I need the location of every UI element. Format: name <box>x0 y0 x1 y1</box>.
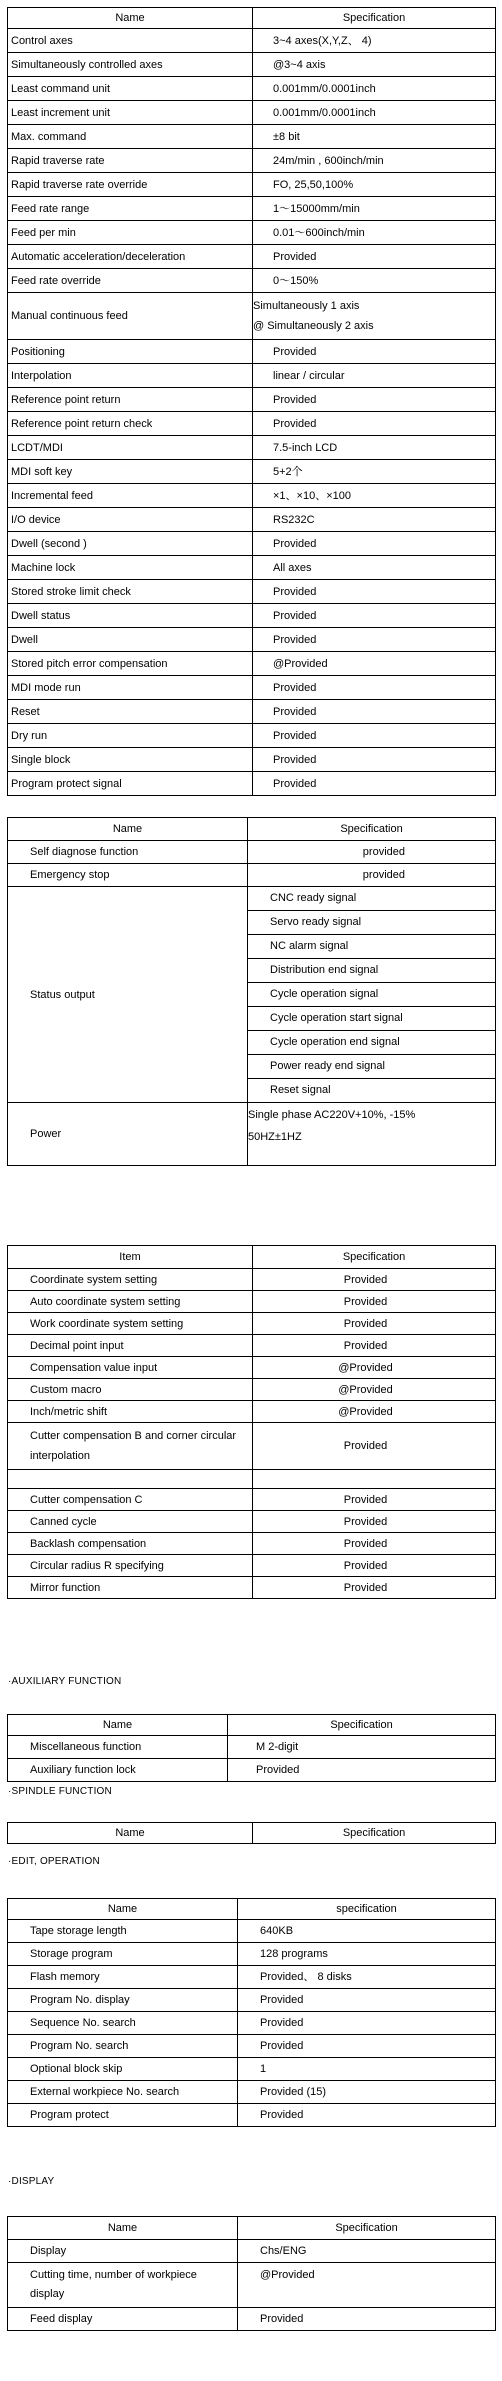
row-name <box>8 1470 253 1489</box>
table-row <box>8 580 496 604</box>
row-name: Program protect <box>8 2104 238 2127</box>
row-spec: Provided <box>253 532 496 556</box>
table-row <box>8 1920 496 1943</box>
row-spec: 5+2个 <box>253 460 496 484</box>
row-name: Auxiliary function lock <box>8 1759 228 1782</box>
row-spec: M 2-digit <box>228 1736 496 1759</box>
section-spindle-function: ·SPINDLE FUNCTION <box>8 1786 112 1797</box>
signal-spec-table <box>7 817 496 1166</box>
row-spec: Provided <box>253 1511 496 1533</box>
row-name: Backlash compensation <box>8 1533 253 1555</box>
header-name: Name <box>8 1899 238 1920</box>
row-spec: Provided <box>253 1313 496 1335</box>
status-signal-item: Power ready end signal <box>248 1055 495 1079</box>
table-row <box>8 269 496 293</box>
row-name: LCDT/MDI <box>8 436 253 460</box>
row-name: Single block <box>8 748 253 772</box>
power-name: Power <box>8 1103 248 1166</box>
table-row <box>8 484 496 508</box>
table-row <box>8 1555 496 1577</box>
row-name: Program protect signal <box>8 772 253 796</box>
status-signal-item: Reset signal <box>270 1084 331 1096</box>
table-row <box>8 364 496 388</box>
table-row <box>8 221 496 245</box>
row-spec: Provided (15) <box>238 2081 496 2104</box>
row-name: Compensation value input <box>8 1357 253 1379</box>
table-row <box>8 628 496 652</box>
table-row <box>8 556 496 580</box>
row-spec: Provided <box>253 412 496 436</box>
display-table <box>7 2216 496 2331</box>
status-signal-item: Distribution end signal <box>248 959 495 983</box>
table-row <box>8 1291 496 1313</box>
row-spec: 24m/min , 600inch/min <box>253 149 496 173</box>
row-spec <box>253 293 496 340</box>
table-row <box>8 1379 496 1401</box>
row-name: Custom macro <box>8 1379 253 1401</box>
row-spec: @Provided <box>253 1357 496 1379</box>
table-row <box>8 676 496 700</box>
row-spec: 1 <box>238 2058 496 2081</box>
row-spec: 0.001mm/0.0001inch <box>253 101 496 125</box>
status-signal-item: Cycle operation start signal <box>248 1007 495 1031</box>
table-row <box>8 1470 496 1489</box>
row-name: Stored stroke limit check <box>8 580 253 604</box>
row-name: Cutting time, number of workpiece display <box>8 2263 238 2308</box>
table-row <box>8 841 496 864</box>
row-spec: Provided <box>253 245 496 269</box>
table-header <box>8 1823 496 1844</box>
row-name: Cutter compensation B and corner circular interpolation <box>8 1423 253 1470</box>
section-auxiliary-function: ·AUXILIARY FUNCTION <box>8 1676 122 1687</box>
table-row <box>8 508 496 532</box>
status-signal-item: CNC ready signal <box>248 887 495 911</box>
auxiliary-function-table <box>7 1714 496 1782</box>
power-spec-line: Single phase AC220V+10%, -15% <box>248 1109 416 1121</box>
row-spec: RS232C <box>253 508 496 532</box>
header-spec: Specification <box>253 1823 496 1844</box>
row-name: Reference point return <box>8 388 253 412</box>
row-name: Max. command <box>8 125 253 149</box>
row-name: Tape storage length <box>8 1920 238 1943</box>
section-display: ·DISPLAY <box>8 2176 55 2187</box>
table-row <box>8 197 496 221</box>
row-spec: Chs/ENG <box>238 2240 496 2263</box>
row-spec: Provided <box>253 1577 496 1599</box>
row-spec: 0.001mm/0.0001inch <box>253 77 496 101</box>
row-spec: @Provided <box>253 1379 496 1401</box>
table-row <box>8 724 496 748</box>
table-row <box>8 2240 496 2263</box>
row-spec: Provided <box>253 676 496 700</box>
row-spec: @Provided <box>253 652 496 676</box>
header-spec: Specification <box>253 1246 496 1269</box>
table-row <box>8 412 496 436</box>
header-spec: Specification <box>248 818 496 841</box>
row-spec: Provided <box>253 628 496 652</box>
table-row <box>8 293 496 340</box>
table-row <box>8 460 496 484</box>
row-name: Work coordinate system setting <box>8 1313 253 1335</box>
edit-operation-table <box>7 1898 496 2127</box>
row-name: Control axes <box>8 29 253 53</box>
row-spec: Provided <box>253 388 496 412</box>
status-signal-item: NC alarm signal <box>248 935 495 959</box>
row-name: Feed rate range <box>8 197 253 221</box>
row-name: Machine lock <box>8 556 253 580</box>
row-spec: 0～150% <box>253 269 496 293</box>
row-spec: ±8 bit <box>253 125 496 149</box>
row-spec: Provided <box>253 1555 496 1577</box>
row-spec: Provided <box>253 1423 496 1470</box>
table-row <box>8 1736 496 1759</box>
row-name: Rapid traverse rate override <box>8 173 253 197</box>
table-row <box>8 340 496 364</box>
row-name: Feed display <box>8 2308 238 2331</box>
row-name: I/O device <box>8 508 253 532</box>
row-name: Self diagnose function <box>8 841 248 864</box>
row-name: Emergency stop <box>8 864 248 887</box>
row-name: Stored pitch error compensation <box>8 652 253 676</box>
row-name: Program No. display <box>8 1989 238 2012</box>
header-name: Name <box>8 8 253 29</box>
function-spec-table <box>7 1245 496 1599</box>
table-row <box>8 1423 496 1470</box>
row-spec: Provided <box>253 724 496 748</box>
table-row <box>8 864 496 887</box>
header-name: Name <box>8 1823 253 1844</box>
table-row <box>8 1269 496 1291</box>
table-row <box>8 436 496 460</box>
row-name: Incremental feed <box>8 484 253 508</box>
row-name: Automatic acceleration/deceleration <box>8 245 253 269</box>
row-name: Least command unit <box>8 77 253 101</box>
table-header <box>8 2217 496 2240</box>
row-name: Canned cycle <box>8 1511 253 1533</box>
table-row <box>8 652 496 676</box>
row-spec: @Provided <box>253 1401 496 1423</box>
table-row <box>8 125 496 149</box>
row-name: Dry run <box>8 724 253 748</box>
row-spec <box>253 1470 496 1489</box>
table-row <box>8 29 496 53</box>
table-row <box>8 772 496 796</box>
row-name: Feed rate override <box>8 269 253 293</box>
table-row <box>8 1943 496 1966</box>
row-spec: Provided <box>238 2012 496 2035</box>
table-row <box>8 1577 496 1599</box>
table-header <box>8 8 496 29</box>
header-spec: specification <box>238 1899 496 1920</box>
section-edit-operation: ·EDIT, OPERATION <box>8 1856 100 1867</box>
table-header <box>8 1899 496 1920</box>
row-name: Dwell <box>8 628 253 652</box>
row-name: Positioning <box>8 340 253 364</box>
status-signal-item: Cycle operation end signal <box>248 1031 495 1055</box>
row-name: Auto coordinate system setting <box>8 1291 253 1313</box>
row-name: Circular radius R specifying <box>8 1555 253 1577</box>
row-spec: Provided <box>253 604 496 628</box>
row-name: Sequence No. search <box>8 2012 238 2035</box>
table-row <box>8 77 496 101</box>
status-signal-item: Servo ready signal <box>248 911 495 935</box>
table-row <box>8 1759 496 1782</box>
table-row <box>8 2012 496 2035</box>
row-spec: Provided <box>238 2104 496 2127</box>
row-name: Rapid traverse rate <box>8 149 253 173</box>
table-row <box>8 2308 496 2331</box>
row-spec: Provided <box>253 1291 496 1313</box>
row-spec: provided <box>248 841 496 864</box>
row-spec: Provided <box>238 1989 496 2012</box>
row-spec: Provided <box>253 1489 496 1511</box>
table-row <box>8 2035 496 2058</box>
row-spec: Provided <box>238 2035 496 2058</box>
row-spec: FO, 25,50,100% <box>253 173 496 197</box>
row-spec: provided <box>248 864 496 887</box>
row-name: Coordinate system setting <box>8 1269 253 1291</box>
header-name: Name <box>8 2217 238 2240</box>
table-row <box>8 388 496 412</box>
header-spec: Specification <box>228 1715 496 1736</box>
row-name: Decimal point input <box>8 1335 253 1357</box>
row-name: Display <box>8 2240 238 2263</box>
row-spec-line: @ Simultaneously 2 axis <box>253 320 374 332</box>
row-spec: 7.5-inch LCD <box>253 436 496 460</box>
row-spec: linear / circular <box>253 364 496 388</box>
header-name: Name <box>8 818 248 841</box>
row-name: Flash memory <box>8 1966 238 1989</box>
row-spec: Provided <box>238 2308 496 2331</box>
power-row <box>8 1103 496 1166</box>
row-name: Simultaneously controlled axes <box>8 53 253 77</box>
table-row <box>8 532 496 556</box>
row-spec: Provided <box>253 748 496 772</box>
table-row <box>8 101 496 125</box>
status-output-row <box>8 887 496 1103</box>
row-name: Dwell status <box>8 604 253 628</box>
row-name: Storage program <box>8 1943 238 1966</box>
power-spec-line: 50HZ±1HZ <box>248 1131 302 1143</box>
row-spec-line: Simultaneously 1 axis <box>253 300 360 312</box>
table-row <box>8 604 496 628</box>
header-item: Item <box>8 1246 253 1269</box>
row-name: Program No. search <box>8 2035 238 2058</box>
table-row <box>8 1313 496 1335</box>
row-spec: ×1、×10、×100 <box>253 484 496 508</box>
table-row <box>8 1966 496 1989</box>
row-spec: 640KB <box>238 1920 496 1943</box>
status-output-name: Status output <box>8 887 248 1103</box>
table-row <box>8 1533 496 1555</box>
row-spec: Provided、 8 disks <box>238 1966 496 1989</box>
row-spec: 1～15000mm/min <box>253 197 496 221</box>
table-row <box>8 2104 496 2127</box>
row-name: Reference point return check <box>8 412 253 436</box>
row-spec: Provided <box>253 340 496 364</box>
row-spec: Provided <box>253 1269 496 1291</box>
row-name: Miscellaneous function <box>8 1736 228 1759</box>
row-name: MDI mode run <box>8 676 253 700</box>
table-row <box>8 173 496 197</box>
table-header <box>8 818 496 841</box>
row-name: External workpiece No. search <box>8 2081 238 2104</box>
row-name: Reset <box>8 700 253 724</box>
row-spec: 3~4 axes(X,Y,Z、 4) <box>253 29 496 53</box>
header-spec: Specification <box>238 2217 496 2240</box>
row-spec: 0.01～600inch/min <box>253 221 496 245</box>
row-spec: @3~4 axis <box>253 53 496 77</box>
row-name: Inch/metric shift <box>8 1401 253 1423</box>
row-spec: Provided <box>253 1335 496 1357</box>
power-spec <box>248 1103 496 1166</box>
table-header <box>8 1715 496 1736</box>
table-row <box>8 2058 496 2081</box>
header-spec: Specification <box>253 8 496 29</box>
row-name: Optional block skip <box>8 2058 238 2081</box>
row-name: Least increment unit <box>8 101 253 125</box>
status-signal-item: Cycle operation signal <box>248 983 495 1007</box>
header-name: Name <box>8 1715 228 1736</box>
table-row <box>8 2081 496 2104</box>
table-row <box>8 748 496 772</box>
row-spec: Provided <box>253 1533 496 1555</box>
row-spec: 128 programs <box>238 1943 496 1966</box>
status-output-list <box>248 887 496 1103</box>
table-row <box>8 1489 496 1511</box>
table-row <box>8 1357 496 1379</box>
row-spec: Provided <box>253 700 496 724</box>
row-name: Feed per min <box>8 221 253 245</box>
axis-spec-table <box>7 7 496 796</box>
row-spec: Provided <box>228 1759 496 1782</box>
row-name: Dwell (second ) <box>8 532 253 556</box>
row-name: Mirror function <box>8 1577 253 1599</box>
row-spec: @Provided <box>238 2263 496 2308</box>
row-spec: Provided <box>253 772 496 796</box>
table-header <box>8 1246 496 1269</box>
table-row <box>8 1401 496 1423</box>
row-spec: Provided <box>253 580 496 604</box>
table-row <box>8 53 496 77</box>
table-row <box>8 2263 496 2308</box>
spindle-function-table <box>7 1822 496 1844</box>
row-name: Interpolation <box>8 364 253 388</box>
table-row <box>8 245 496 269</box>
table-row <box>8 1335 496 1357</box>
row-name: Cutter compensation C <box>8 1489 253 1511</box>
table-row <box>8 1989 496 2012</box>
table-row <box>8 1511 496 1533</box>
row-spec: All axes <box>253 556 496 580</box>
table-row <box>8 149 496 173</box>
table-row <box>8 700 496 724</box>
row-name: MDI soft key <box>8 460 253 484</box>
row-name: Manual continuous feed <box>8 293 253 340</box>
